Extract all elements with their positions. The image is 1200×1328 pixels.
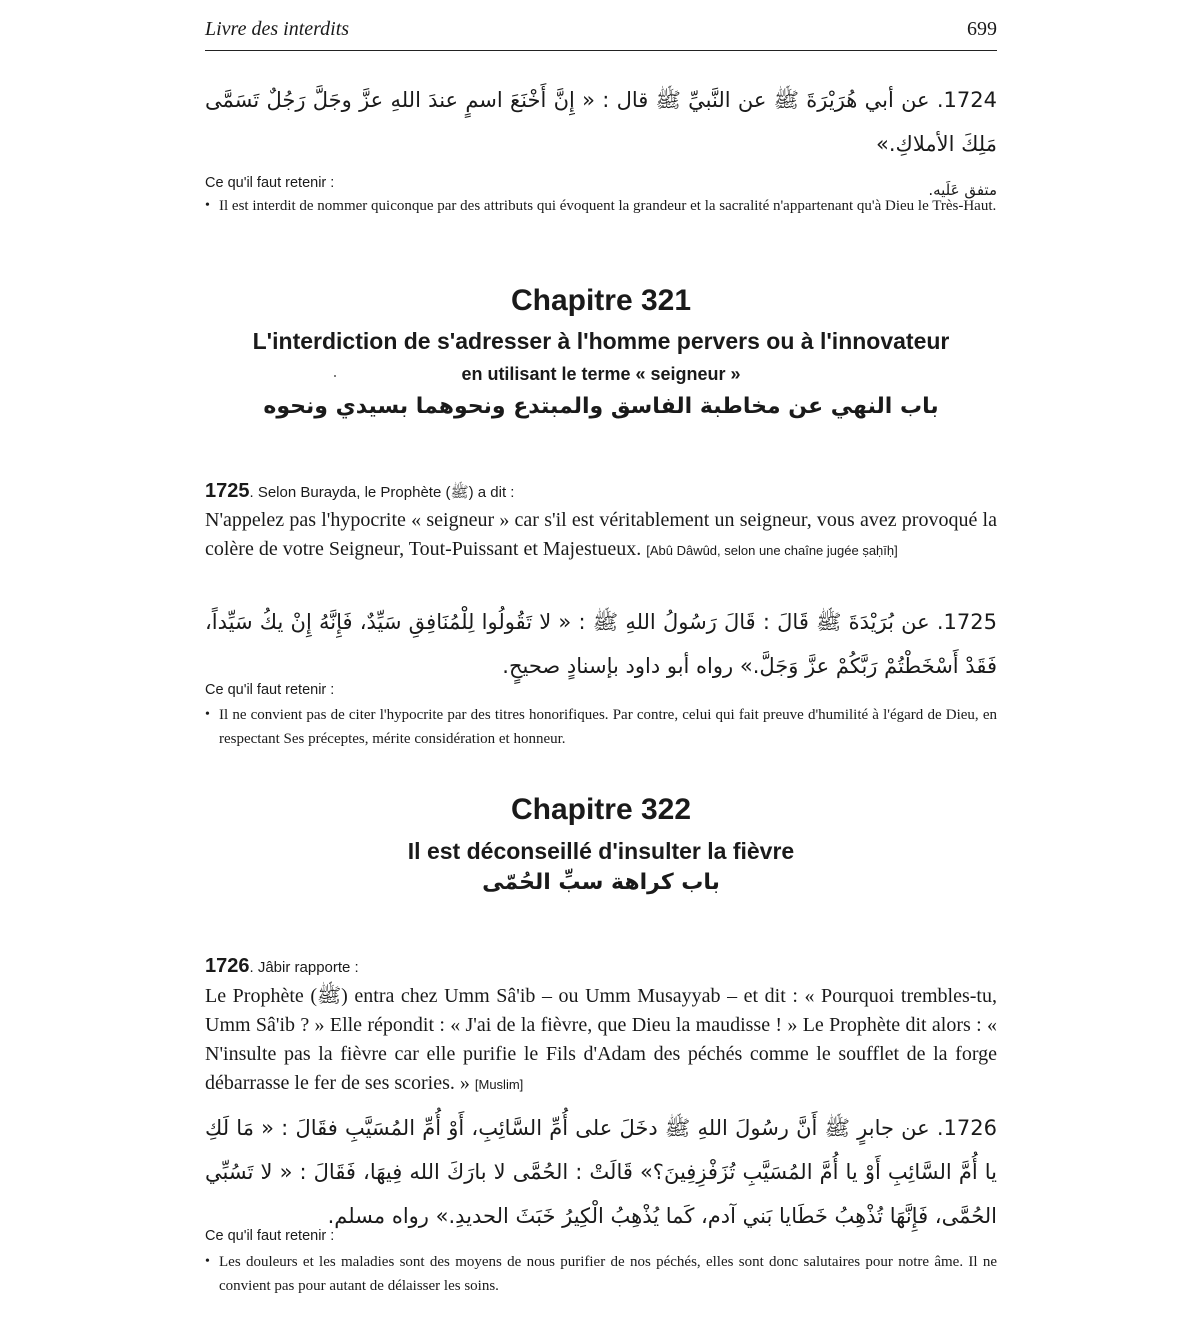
chapter-322-subtitle: Il est déconseillé d'insulter la fièvre [407, 838, 795, 864]
chapter-321-title: Chapitre 321 [510, 284, 692, 317]
header-rule [205, 50, 997, 51]
bullet-icon: • [205, 1254, 210, 1269]
hadith-1724-retain-label: Ce qu'il faut retenir : [205, 175, 335, 191]
scan-speck [334, 375, 336, 377]
bullet-icon: • [205, 198, 210, 213]
hadith-1726-source: [Muslim] [474, 1077, 524, 1092]
hadith-1725-retain-bullet [205, 703, 997, 751]
hadith-1725-source: [Abû Dâwûd, selon une chaîne jugée ṣaḥīḥ] [646, 543, 898, 558]
hadith-1726-retain-label: Ce qu'il faut retenir : [205, 1228, 335, 1244]
hadith-1726-text [205, 982, 997, 1099]
chapter-321-arabic-title: باب النهي عن مخاطبة الفاسق والمبتدع ونحوهما بسيدي ونحوه [263, 394, 939, 419]
hadith-1724-retain-text: Il est interdit de nommer quiconque par des attributs qui évoquent la grandeur et la sacralité n'appartenant qu'à Dieu le Très-Haut. [219, 198, 997, 214]
hadith-1726-intro [205, 955, 997, 978]
hadith-1725-intro-text: . Selon Burayda, le Prophète (ﷺ) a dit : [249, 484, 515, 501]
running-header [205, 18, 997, 48]
bullet-icon: • [205, 707, 210, 722]
hadith-1725-number: 1725 [205, 480, 250, 502]
hadith-1724-arabic-text: 1724. عن أبي هُرَيْرَةَ ﷺ عن النَّبيِّ ﷺ قال : « إِنَّ أَخْنَعَ اسمٍ عندَ اللهِ عزَّ وجَلَّ رَجُلٌ تَسَمَّى مَلِكَ الأملاكِ.» [205, 88, 997, 156]
hadith-1726-retain-text: Les douleurs et les maladies sont des moyens de nous purifier de nos péchés, elles sont donc salutaires pour notre âme. Il ne convient pas pour autant de délaisser les soins. [219, 1254, 997, 1294]
hadith-1724-arabic-source: متفق عَلَيه. [928, 181, 997, 199]
hadith-1726-number: 1726 [205, 955, 250, 977]
hadith-1725-translation: N'appelez pas l'hypocrite « seigneur » car s'il est véritablement un seigneur, vous avez provoqué la colère de votre Seigneur, Tout-Puissant et Majestueux. [205, 509, 997, 560]
hadith-1724-arabic [205, 78, 997, 212]
hadith-1725-retain-text: Il ne convient pas de citer l'hypocrite par des titres honorifiques. Par contre, celui qui fait preuve d'humilité à l'égard de Dieu, en respectant Ses préceptes, mérite considération et honneur. [219, 707, 997, 747]
chapter-322-title: Chapitre 322 [510, 793, 692, 826]
running-title: Livre des interdits [205, 18, 350, 40]
hadith-1726-retain-bullet [205, 1250, 997, 1298]
hadith-1725-intro [205, 480, 997, 505]
chapter-322-arabic-title: باب كراهة سبِّ الحُمّى [482, 870, 720, 895]
chapter-321-subtitle-line1: L'interdiction de s'adresser à l'homme pervers ou à l'innovateur [252, 328, 950, 354]
hadith-1725-arabic: 1725. عن بُرَيْدَةَ ﷺ قَالَ : قَالَ رَسُولُ اللهِ ﷺ : « لا تَقُولُوا لِلْمُنَافِقِ سَيِّدٌ، فَإِنَّهُ إِنْ يكُ سَيِّداً، فَقَدْ أَسْخَطْتُمْ رَبَّكُمْ عزَّ وَجَلَّ.» رواه أبو داود بإسنادٍ صحيحٍ. [205, 610, 997, 678]
hadith-1726-arabic: 1726. عن جابرٍ ﷺ أَنَّ رسُولَ اللهِ ﷺ دخَلَ على أُمِّ السَّائِبِ، أَوْ أُمِّ المُسَيَّبِ فقَالَ : « مَا لَكِ يا أُمَّ السَّائِبِ أَوْ يا أُمَّ المُسَيَّبِ تُزَفْزِفِينَ؟» قَالَتْ : الحُمَّى لا بارَكَ الله فِيهَا، فَقَالَ : « لا تَسُبِّي الحُمَّى، فَإِنَّهَا تُذْهِبُ خَطَايا بَني آدم، كَما يُذْهِبُ الْكِيرُ خَبَثَ الحديدِ.» رواه مسلم. [205, 1116, 997, 1228]
hadith-1725-text [205, 506, 997, 565]
hadith-1726-intro-text: . Jâbir rapporte : [249, 959, 359, 976]
hadith-1725-retain-label: Ce qu'il faut retenir : [205, 682, 335, 698]
chapter-321-subtitle-line2: en utilisant le terme « seigneur » [461, 364, 741, 384]
page-number: 699 [967, 18, 997, 40]
hadith-1726-translation: Le Prophète (ﷺ) entra chez Umm Sâ'ib – ou Umm Musayyab – et dit : « Pourquoi trembles-tu, Umm Sâ'ib ? » Elle répondit : « J'ai de la fièvre, que Dieu la maudisse ! » Le Prophète dit alors : « N'insulte pas la fièvre car elle purifie le Fils d'Adam des péchés comme le soufflet de la forge débarrasse le fer de ses scories. » [205, 985, 997, 1094]
hadith-1724-retain-bullet [205, 194, 997, 218]
